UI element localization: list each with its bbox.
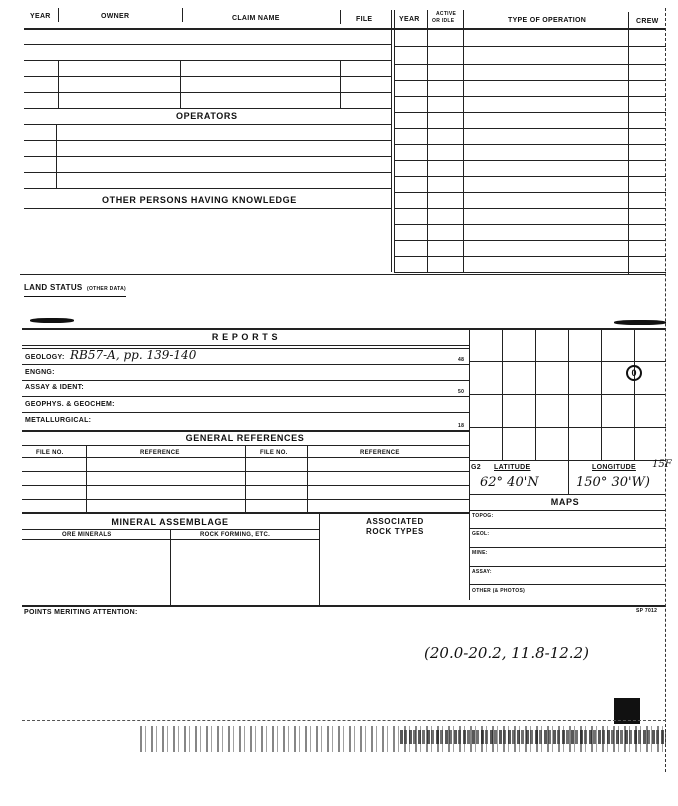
- handwritten-note: (20.0-20.2, 11.8-12.2): [424, 644, 589, 662]
- geology-num: 48: [458, 357, 465, 363]
- header-year: YEAR: [30, 13, 51, 20]
- gr-file-no-1: FILE NO.: [36, 450, 64, 456]
- metallurgical-label: METALLURGICAL:: [25, 417, 92, 424]
- mineral-assemblage-title: MINERAL ASSEMBLAGE: [111, 517, 229, 527]
- gr-reference-2: REFERENCE: [360, 450, 400, 456]
- maps-title: MAPS: [550, 497, 580, 507]
- land-status-heading: [24, 277, 126, 297]
- geology-label: GEOLOGY:: [25, 354, 65, 361]
- other-persons-label: OTHER PERSONS HAVING KNOWLEDGE: [102, 195, 297, 205]
- longitude-value: 150° 30'W): [576, 475, 650, 490]
- points-meriting-attention: POINTS MERITING ATTENTION:: [24, 609, 138, 616]
- maps-geol: GEOL:: [472, 531, 490, 537]
- latitude-value: 62° 40'N: [480, 475, 539, 490]
- page-edge-line: [665, 8, 666, 772]
- form-number: SP 7012: [636, 608, 658, 614]
- quad-code: G2: [471, 464, 481, 471]
- header-file: FILE: [356, 16, 373, 23]
- header-active: ACTIVE: [436, 11, 457, 17]
- metallurgical-num: 18: [458, 423, 465, 429]
- rock-types-label: ROCK TYPES: [365, 527, 424, 536]
- longitude-extra: 15F: [652, 459, 672, 470]
- maps-assay: ASSAY:: [472, 569, 492, 575]
- geophys-label: GEOPHYS. & GEOCHEM:: [25, 401, 115, 408]
- header-type-of-operation: TYPE OF OPERATION: [508, 17, 587, 24]
- maps-topog: TOPOG:: [472, 513, 494, 519]
- operators-label: OPERATORS: [176, 111, 238, 121]
- maps-other: OTHER (& PHOTOS): [472, 588, 526, 594]
- scan-noise-2: [400, 730, 666, 744]
- header-year-2: YEAR: [399, 16, 420, 23]
- header-claim-name: CLAIM NAME: [232, 15, 280, 22]
- gr-reference-1: REFERENCE: [140, 450, 180, 456]
- ore-minerals-label: ORE MINERALS: [62, 532, 112, 538]
- engng-label: ENGNG:: [25, 369, 55, 376]
- header-crew: CREW: [636, 18, 659, 25]
- longitude-label: LONGITUDE: [592, 464, 636, 471]
- ink-smudge-right: [614, 320, 666, 325]
- ink-smudge-left: [30, 318, 74, 323]
- maps-mine: MINE:: [472, 550, 488, 556]
- header-owner: OWNER: [101, 13, 130, 20]
- reports-title: R E P O R T S: [211, 332, 279, 342]
- associated-label: ASSOCIATED: [366, 517, 424, 526]
- latitude-label: LATITUDE: [494, 464, 531, 471]
- header-or-idle: OR IDLE: [432, 18, 455, 24]
- rock-forming-label: ROCK FORMING, ETC.: [200, 532, 271, 538]
- land-status-sub: (OTHER DATA): [87, 286, 126, 292]
- general-references-title: GENERAL REFERENCES: [185, 433, 305, 443]
- geology-entry: RB57-A, pp. 139-140: [70, 348, 197, 362]
- assay-ident-label: ASSAY & IDENT:: [25, 384, 85, 391]
- gr-file-no-2: FILE NO.: [260, 450, 288, 456]
- assay-num: 50: [458, 389, 465, 395]
- grid-position-mark: 0: [626, 365, 642, 381]
- land-status-label: LAND STATUS: [24, 283, 83, 292]
